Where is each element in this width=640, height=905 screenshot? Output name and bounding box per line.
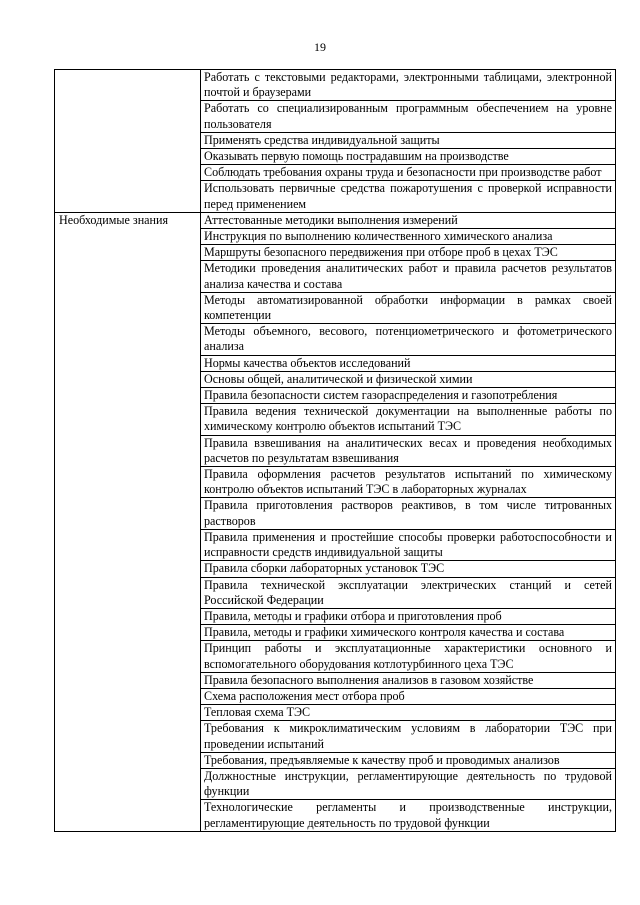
table-cell-item: Правила, методы и графики отбора и приготовления проб [201, 608, 616, 624]
table-cell-item: Основы общей, аналитической и физической химии [201, 371, 616, 387]
page-number: 19 [314, 40, 326, 54]
table-cell-item: Аттестованные методики выполнения измерений [201, 212, 616, 228]
table-cell-item: Методы объемного, весового, потенциометрического и фотометрического анализа [201, 324, 616, 355]
table-cell-item: Методы автоматизированной обработки информации в рамках своей компетенции [201, 292, 616, 323]
table-cell-item: Правила безопасного выполнения анализов в газовом хозяйстве [201, 672, 616, 688]
table-cell-item: Правила ведения технической документации на выполненные работы по химическому контролю объектов испытаний ТЭС [201, 404, 616, 435]
table-cell-item: Правила безопасности систем газораспределения и газопотребления [201, 388, 616, 404]
competency-table-body [55, 70, 616, 832]
table-cell-item: Использовать первичные средства пожаротушения с проверкой исправности перед применением [201, 181, 616, 212]
table-cell-item: Схема расположения мест отбора проб [201, 688, 616, 704]
table-cell-item: Требования к микроклиматическим условиям в лаборатории ТЭС при проведении испытаний [201, 721, 616, 752]
table-cell-item: Нормы качества объектов исследований [201, 355, 616, 371]
table-cell-item: Работать с текстовыми редакторами, электронными таблицами, электронной почтой и браузерами [201, 70, 616, 101]
table-cell-item: Оказывать первую помощь пострадавшим на производстве [201, 149, 616, 165]
table-cell-item: Методики проведения аналитических работ и правила расчетов результатов анализа качества и состава [201, 261, 616, 292]
table-row [55, 70, 616, 101]
table-cell-item: Правила технической эксплуатации электрических станций и сетей Российской Федерации [201, 577, 616, 608]
table-cell-item: Правила приготовления растворов реактивов, в том числе титрованных растворов [201, 498, 616, 529]
table-cell-item: Соблюдать требования охраны труда и безопасности при производстве работ [201, 165, 616, 181]
table-cell-item: Правила применения и простейшие способы проверки работоспособности и исправности средств индивидуальной защиты [201, 529, 616, 560]
table-cell-item: Правила сборки лабораторных установок ТЭС [201, 561, 616, 577]
table-cell-item: Правила оформления расчетов результатов испытаний по химическому контролю объектов испытаний ТЭС в лабораторных журналах [201, 467, 616, 498]
section-label [55, 70, 201, 213]
table-cell-item: Применять средства индивидуальной защиты [201, 132, 616, 148]
competency-table [54, 69, 616, 832]
table-cell-item: Маршруты безопасного передвижения при отборе проб в цехах ТЭС [201, 245, 616, 261]
table-cell-item: Правила взвешивания на аналитических весах и проведения необходимых расчетов по результатам взвешивания [201, 435, 616, 466]
table-row [55, 212, 616, 228]
section-label: Необходимые знания [55, 212, 201, 831]
table-cell-item: Должностные инструкции, регламентирующие деятельность по трудовой функции [201, 768, 616, 799]
table-cell-item: Правила, методы и графики химического контроля качества и состава [201, 625, 616, 641]
table-cell-item: Технологические регламенты и производственные инструкции, регламентирующие деятельность по трудовой функции [201, 800, 616, 831]
table-cell-item: Инструкция по выполнению количественного химического анализа [201, 229, 616, 245]
table-cell-item: Тепловая схема ТЭС [201, 705, 616, 721]
table-cell-item: Требования, предъявляемые к качеству проб и проводимых анализов [201, 752, 616, 768]
table-cell-item: Работать со специализированным программным обеспечением на уровне пользователя [201, 101, 616, 132]
table-cell-item: Принцип работы и эксплуатационные характеристики основного и вспомогательного оборудования котлотурбинного цеха ТЭС [201, 641, 616, 672]
